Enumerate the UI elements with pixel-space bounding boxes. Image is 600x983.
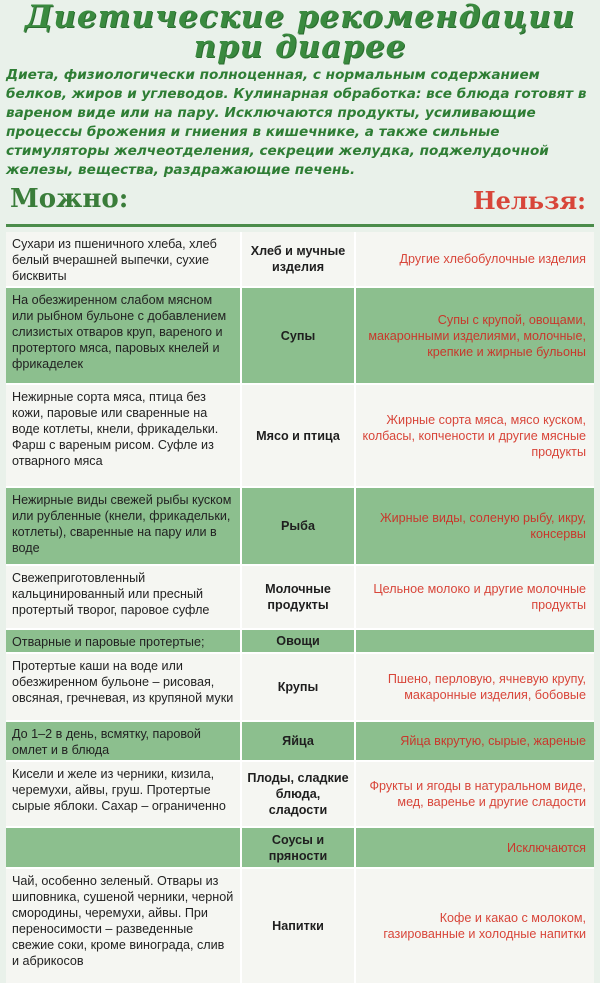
table-row — [6, 869, 594, 983]
category-cell: Молочные продукты — [242, 566, 356, 628]
category-cell: Напитки — [242, 869, 356, 983]
forbidden-cell: Супы с крупой, овощами, макаронными изделиями, молочные, крепкие и жирные бульоны — [368, 312, 586, 359]
category-cell: Хлеб и мучные изделия — [242, 232, 356, 286]
allowed-cell: До 1–2 в день, всмятку, паровой омлет и в блюда — [6, 722, 242, 760]
forbidden-cell: Жирные виды, соленую рыбу, икру, консервы — [380, 511, 586, 541]
diet-table — [6, 232, 594, 983]
allowed-cell: Отварные и паровые протертые; — [6, 630, 242, 652]
forbidden-cell: Жирные сорта мяса, мясо куском, колбасы, копчености и другие мясные продукты — [362, 412, 586, 459]
category-cell: Супы — [242, 288, 356, 383]
table-row — [6, 828, 594, 869]
table-row — [6, 762, 594, 828]
page-title — [0, 0, 600, 65]
allowed-cell: Чай, особенно зеленый. Отвары из шиповника, сушеной черники, черной смородины, черемухи, айвы. При переносимости – разведенные свежие соки, кроме винограда, слив и абрикосов — [6, 869, 242, 983]
allowed-cell: На обезжиренном слабом мясном или рыбном бульоне с добавлением слизистых отваров круп, вареного и протертого мяса, паровых кнелей и фрикаделек — [6, 288, 242, 383]
forbidden-cell: Пшено, перловую, ячневую крупу, макаронные изделия, бобовые — [387, 672, 586, 702]
forbidden-cell: Другие хлебобулочные изделия — [399, 252, 586, 266]
table-row — [6, 654, 594, 722]
intro-text: Диета, физиологически полноценная, с нормальным содержанием белков, жиров и углеводов. Кулинарная обработка: все блюда готовят в вареном виде или на пару. Исключаются продукты, усиливающие процессы брожения и гниения в кишечнике, а также сильные стимуляторы желчеотделения, секреции желудка, поджелудочной железы, вещества, раздражающие печень. — [6, 67, 587, 178]
forbidden-cell: Кофе и какао с молоком, газированные и холодные напитки — [383, 911, 586, 941]
table-row — [6, 722, 594, 762]
allowed-cell: Сухари из пшеничного хлеба, хлеб белый вчерашней выпечки, сухие бисквиты — [6, 232, 242, 286]
allowed-cell: Нежирные виды свежей рыбы куском или рубленные (кнели, фрикадельки, котлеты), сваренные на пару или в воде — [6, 488, 242, 564]
category-cell: Рыба — [242, 488, 356, 564]
forbidden-cell: Исключаются — [507, 840, 586, 855]
title-line-1: Диетические рекомендации — [24, 0, 576, 35]
forbidden-cell: Фрукты и ягоды в натуральном виде, мед, варенье и другие сладости — [369, 779, 586, 809]
allowed-cell: Протертые каши на воде или обезжиренном бульоне – рисовая, овсяная, гречневая, из крупяной муки — [6, 654, 242, 720]
category-cell: Соусы и пряности — [242, 828, 356, 867]
title-line-2: при диарее — [193, 29, 407, 65]
forbidden-cell: Цельное молоко и другие молочные продукты — [373, 582, 586, 612]
header-cannot: Нельзя: — [472, 186, 586, 215]
allowed-cell: Кисели и желе из черники, кизила, черемухи, айвы, груш. Протертые сырые яблоки. Сахар – ограниченно — [6, 762, 242, 826]
category-cell: Яйца — [242, 722, 356, 760]
header-divider — [6, 224, 594, 227]
table-row — [6, 288, 594, 385]
category-cell: Мясо и птица — [242, 385, 356, 486]
category-cell: Овощи — [242, 630, 356, 652]
allowed-cell — [6, 828, 242, 867]
table-row — [6, 385, 594, 488]
table-row — [6, 630, 594, 654]
table-row — [6, 232, 594, 288]
forbidden-cell: Яйца вкрутую, сырые, жареные — [400, 734, 586, 748]
allowed-cell: Свежеприготовленный кальцинированный или пресный протертый творог, паровое суфле — [6, 566, 242, 628]
forbidden-cell — [356, 630, 594, 652]
table-row — [6, 488, 594, 566]
category-cell: Крупы — [242, 654, 356, 720]
table-row — [6, 566, 594, 630]
allowed-cell: Нежирные сорта мяса, птица без кожи, паровые или сваренные на воде котлеты, кнели, фрикадельки. Фарш с вареным рисом. Суфле из отварного мяса — [6, 385, 242, 486]
category-cell: Плоды, сладкие блюда, сладости — [242, 762, 356, 826]
header-can: Можно: — [10, 184, 129, 214]
